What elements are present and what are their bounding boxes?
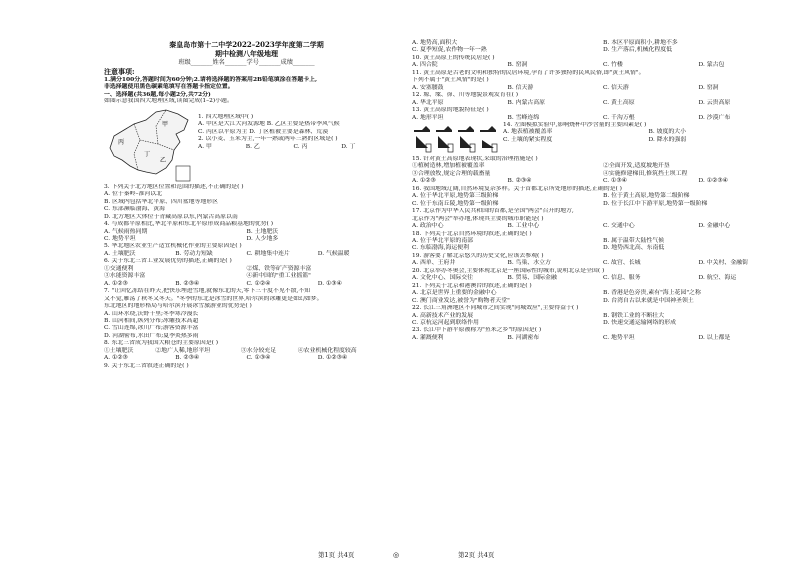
- exam-school-title: 秦皇岛市第十二中学2022–2023学年度第二学期: [169, 40, 324, 49]
- q5-option-b: B. 劳动力短缺: [175, 250, 213, 257]
- q11-option-b: B. 信天游: [507, 84, 534, 91]
- q8-option-a: A. ①②③: [104, 355, 128, 362]
- q16-option-a: A. 位于华北平原,地势第三级阶梯: [412, 193, 499, 200]
- q9-option-d: D. 生产落后,机械化程度低: [603, 47, 673, 54]
- q12-stem: 12. 塬、墚、峁、川等地貌景观发育在( ): [412, 92, 519, 99]
- q2-option-a: A. 甲: [198, 143, 212, 150]
- q3-option-d: D. 北方地区大体位于青藏高原以东,内蒙古高原以南: [104, 213, 238, 220]
- q5-option-d: D. 气候温暖: [317, 250, 350, 257]
- q11-option-c: C. 信天游: [603, 84, 629, 91]
- q3-option-c: C. 东部濒临渤海、黄海: [104, 206, 166, 213]
- q4-option-b: B. 土地肥沃: [246, 228, 279, 235]
- q19-option-b: B. 鸟巢、水立方: [507, 260, 551, 267]
- q23-option-a: A. 灌溉便利: [412, 334, 444, 341]
- q20-option-a: A. 文化中心、国际交往: [412, 275, 474, 282]
- q12-option-b: B. 内蒙古高原: [507, 99, 546, 106]
- q19-option-d: D. 中关村、金融街: [698, 260, 748, 267]
- exam-subtitle: 期中检测八年级地理: [215, 49, 278, 58]
- q4-option-c: C. 地势平坦: [104, 235, 136, 242]
- q8-stem: 8. 东北三省成为我国大粮仓的主要原因是( ): [104, 340, 219, 347]
- q20-option-d: D. 航空、海运: [698, 275, 737, 282]
- q15-option-b: B. ②③④: [507, 178, 532, 185]
- q21-option-b: B. 香港是色旁贵,素有"海上花园"之称: [603, 290, 701, 297]
- q3-option-b: B. 区域内包括华北平原、四川盆地等地形区: [104, 198, 219, 205]
- q16-option-d: D. 位于长江中下游平原,地势第一级阶梯: [603, 200, 708, 207]
- erosion-experiment-figure: [412, 122, 500, 156]
- china-regions-map: [104, 106, 194, 184]
- q15-item-1: ①植树造林,增加植被覆盖率: [412, 163, 485, 170]
- q15-option-c: C. ①③④: [603, 178, 627, 185]
- q17-option-c: C. 交通中心: [603, 223, 635, 230]
- q12-option-c: C. 黄土高原: [603, 99, 635, 106]
- q16-option-c: C. 位于东南丘陵,地势第一级阶梯: [412, 200, 499, 207]
- q22-options-row-1: [412, 313, 794, 320]
- q15-stem: 15. 针对黄土高原地表现状,采取的治理措施是( ): [412, 155, 538, 162]
- q9-option-b: B. 本区平原面积小,耕地不多: [603, 40, 678, 46]
- q13-stem: 13. 黄土高原的地貌特征是( ): [412, 107, 489, 114]
- q16-stem: 16. 我国地域辽阔,自然环境复杂多样。关于首都北京所处地形的描述,正确的是( ): [412, 185, 622, 192]
- q20-options: [412, 275, 794, 282]
- q15-item-4: ④实施修建梯田,修筑挡土坝工程: [603, 170, 688, 177]
- q6-item-3: ③水能资源丰富: [104, 273, 146, 280]
- experiment-setup-3: [458, 126, 475, 152]
- q21-option-d: D. 台湾自古以来就是中国神圣领土: [603, 297, 694, 304]
- q7-line-2: 又不觉,雁荡了秋冬又冬天。"冬季的东北是冰雪的世界,哈尔滨的冰雕更是如幻如梦。: [104, 295, 323, 302]
- q2-stem: 2. 以小麦、玉米为主,一年一熟或两年三熟的区域是( ): [198, 136, 338, 143]
- q8-item-4: ④农业机械化程度较高: [297, 347, 357, 354]
- q15-option-a: A. ①②③: [412, 178, 436, 185]
- student-info-line: 班级_______姓名_______学号_______成绩_______: [178, 59, 315, 66]
- q2-options: [198, 144, 389, 151]
- q22-option-c: C. 京杭运河起到联络作用: [412, 319, 479, 326]
- q12-option-d: D. 云贵高原: [698, 99, 731, 106]
- q7-line-3: 东北地区的地形格局与哈尔滨开展冰雪旅游业的优势是( ): [104, 303, 252, 310]
- q16-options-row-1: [412, 193, 794, 200]
- map-label-c: 丙: [118, 138, 125, 146]
- q13-option-c: C. 千沟万壑: [603, 114, 635, 121]
- q11-line-1: 11. 黄土高原是古老的文明和独特的民居环境,孕育了许多独特的民风民俗,即"黄土风情"。: [412, 69, 645, 76]
- q22-option-d: D. 快速交通运输网络的形成: [603, 319, 677, 326]
- q7-line-1: 7. "让回忆冻结在昨天,把快乐埋进雪地,就像东北的天,零下三十度不见不散,不知: [104, 288, 311, 295]
- q6-stem: 6. 关于东北三省工业发展优势的描述,正确的是( ): [104, 258, 232, 265]
- q20-stem: 20. 北京举办冬奥会,主要体现北京是一座国际性的城市,说明北京是全国( ): [412, 267, 605, 274]
- q3-stem: 3. 下列关于北方地区位置和范围的描述,不正确的是( ): [104, 183, 244, 190]
- q18-options-row-2: [412, 245, 794, 252]
- q6-option-a: A. ①②③: [104, 280, 128, 287]
- south-sea-inset: [176, 166, 190, 181]
- q16-options-row-2: [412, 201, 794, 208]
- q17-option-a: A. 政治中心: [412, 223, 444, 230]
- q4-options-row-2: [104, 236, 389, 243]
- q4-option-a: A. 气候雨热同期: [104, 228, 148, 235]
- q21-option-c: C. 澳门商业发达,被誉为"购物者天堂": [412, 297, 510, 304]
- map-question-block: [104, 106, 389, 184]
- q18-option-c: C. 东临渤海,海运便利: [412, 245, 470, 252]
- q13-option-d: D. 沙漠广布: [698, 114, 731, 121]
- q6-option-d: D. ①③④: [317, 280, 342, 287]
- q9-stem: 9. 关于东北三省叙述正确的是( ): [104, 362, 189, 369]
- q6-option-b: B. ②③④: [175, 280, 200, 287]
- q1-q2-block: [198, 106, 389, 184]
- q6-item-1: ①交通便利: [104, 265, 134, 272]
- q18-stem: 18. 下列关于北京自然环境的叙述,正确的是( ): [412, 230, 532, 237]
- q16-option-b: B. 位于黄土高原,地势第二级阶梯: [603, 193, 690, 200]
- q20-option-c: C. 信息、服务: [603, 275, 641, 282]
- q15-options: [412, 178, 794, 185]
- q9-option-a: A. 地势高,面积大: [412, 40, 458, 46]
- q15-item-2: ②全面开发,适度坡地开垦: [603, 163, 670, 170]
- q1-stem: 1. 四大地理区域中( ): [198, 113, 254, 120]
- binding-mark-icon: ◎: [393, 551, 400, 559]
- q19-options: [412, 260, 794, 267]
- notice-line-2: 非选择题使用黑色碳素笔填写在答题卡指定位置。: [104, 83, 234, 91]
- q10-option-d: D. 蒙古包: [698, 62, 725, 69]
- q4-options-row-1: [104, 229, 389, 236]
- q18-option-a: A. 位于华北平原的南部: [412, 237, 474, 244]
- q17-options: [412, 223, 794, 230]
- q22-option-b: B. 钢铁工业的不断壮大: [603, 312, 665, 319]
- q6-option-c: C. ①②④: [246, 280, 271, 287]
- q11-option-d: D. 窑洞: [698, 84, 719, 91]
- q9-options-row-2: [412, 47, 794, 54]
- q9-option-c: C. 夏季短促,农作物一年一熟: [412, 47, 487, 54]
- q20-option-b: B. 贸易、国际金融: [507, 275, 557, 282]
- q5-option-a: A. 土壤肥沃: [104, 250, 136, 257]
- q15-item-3: ③合理放牧,规定合理的载畜量: [412, 170, 491, 177]
- experiment-setup-2: [436, 126, 453, 152]
- map-label-a: 甲: [162, 120, 169, 128]
- q8-item-3: ③水分较充足: [240, 347, 277, 354]
- q3-option-a: A. 位于秦岭–淮河以北: [104, 191, 163, 198]
- q15-items-row-1: [412, 163, 794, 170]
- q1-line-2: C. 丙区以平原为主 D. 丁区植被主要是森林、荒漠: [198, 128, 329, 135]
- experiment-setup-1: [414, 126, 431, 152]
- q4-option-d: D. 人少地多: [246, 235, 279, 242]
- q10-option-b: B. 窑洞: [507, 62, 528, 69]
- q17-line-2: 北京作为"两会"举办地,体现其主要的城市职能是( ): [412, 215, 544, 222]
- q12-options: [412, 100, 794, 107]
- q1-line-1: A. 甲区是大江大河发源地 B. 乙区主要是热带季风气候: [198, 121, 340, 128]
- q23-options: [412, 335, 794, 342]
- q5-stem: 5. 华北地区农业生产适宜机械化作业的主要原因是( ): [104, 243, 242, 250]
- q17-line-1: 17. 北京作为中华人民共和国的首都,是全国"两会"召开的地方,: [412, 208, 574, 215]
- q13-option-a: A. 地形平坦: [412, 114, 444, 121]
- q14-stem: 14. 左图模拟实验中,影响烧杯中沙含量的主要因素是( ): [503, 121, 647, 128]
- q11-line-2: 下列不属于"黄土风情"的是( ): [412, 77, 489, 84]
- q19-stem: 19. 游客要了解北京悠久的历史文化,应该去参观( ): [412, 252, 544, 259]
- q14-options-row-2: [503, 137, 794, 144]
- q10-options: [412, 62, 794, 69]
- q19-option-a: A. 西单、王府井: [412, 260, 456, 267]
- q10-stem: 10. 黄土高原上的传统民居是( ): [412, 54, 495, 61]
- section-1-heading: 一、选择题(共36题,每小题2分,共72分): [104, 90, 211, 98]
- experiment-setup-4: [480, 126, 497, 152]
- map-label-b: 乙: [160, 156, 167, 164]
- q14-text: [503, 122, 794, 156]
- q6-item-2: ②煤、铁等矿产资源丰富: [246, 265, 312, 272]
- q23-option-d: D. 以上都是: [698, 334, 731, 341]
- q18-option-b: B. 属于温带大陆性气候: [603, 237, 665, 244]
- q7-option-a: A. 山环水绕,沃野千里;冬季寒冷漫长: [104, 310, 199, 317]
- q11-options: [412, 85, 794, 92]
- q10-option-a: A. 四合院: [412, 62, 438, 69]
- map-intro: 如图示意我国四大地理区域,读图完成(1–2)小题。: [104, 98, 233, 105]
- q21-option-a: A. 北京是世界上重要的金融中心: [412, 290, 497, 297]
- q14-options-row-1: [503, 129, 794, 136]
- q8-options: [104, 355, 389, 362]
- q13-option-b: B. 雪峰连绵: [507, 114, 540, 121]
- q22-option-a: A. 高新技术产业的发展: [412, 312, 474, 319]
- q18-option-d: D. 地势西北高、东南低: [603, 245, 665, 252]
- q15-option-d: D. ①②③④: [698, 178, 728, 185]
- q8-item-2: ②地广人稀,地形平坦: [155, 347, 211, 354]
- page-1-footer: 第1页 共4页: [318, 551, 355, 559]
- map-label-d: 丁: [144, 150, 151, 158]
- q2-option-d: D. 丁: [341, 143, 356, 150]
- q7-option-b: B. 山河相间,纵列分布;冰雕技术高超: [104, 317, 199, 324]
- notice-title: 注意事项:: [104, 67, 135, 76]
- q23-option-c: C. 地势平坦: [603, 334, 635, 341]
- q13-options: [412, 115, 794, 122]
- q5-option-c: C. 耕地集中连片: [246, 250, 290, 257]
- q17-option-d: D. 金融中心: [698, 223, 731, 230]
- q8-option-c: C. ①③④: [246, 355, 271, 362]
- q7-option-d: D. 河湖密布,水田广布;夏季炎热多雨: [104, 332, 199, 339]
- q22-options-row-2: [412, 320, 794, 327]
- q21-options-row-1: [412, 290, 794, 297]
- q14-option-b: B. 坡度的大小: [648, 129, 687, 136]
- q19-option-c: C. 故宫、长城: [603, 260, 641, 267]
- page-2-footer: 第2页 共4页: [458, 551, 495, 559]
- notice-line-1: 1.满分100分,答题时间为60分钟;2.请将选择题的答案用2B铅笔填涂在答题卡上,: [104, 76, 318, 83]
- q6-options: [104, 281, 389, 288]
- q8-option-d: D. ①②③④: [317, 355, 348, 362]
- q10-option-c: C. 竹楼: [603, 62, 623, 69]
- q22-stem: 22. 长江三角洲地区不同城市之间实现"同城效应",主要得益于( ): [412, 305, 579, 312]
- q17-option-b: B. 工业中心: [507, 223, 540, 230]
- exam-page-2: [397, 0, 794, 561]
- q14-option-d: D. 降水的强弱: [648, 136, 687, 143]
- q12-option-a: A. 华北平原: [412, 99, 444, 106]
- q5-options: [104, 251, 389, 258]
- q6-items-row-2: [104, 273, 389, 280]
- q4-stem: 4. 与成都平原相比,华北平原和东北平原形成商品粮基地的优势( ): [104, 221, 273, 228]
- q23-option-b: B. 河湖密布: [507, 334, 540, 341]
- q14-option-c: C. 土壤的紧实程度: [503, 136, 553, 143]
- q7-option-c: C. 雪山连绵,冰川广布;游客资源丰富: [104, 325, 199, 332]
- q21-options-row-2: [412, 298, 794, 305]
- q14-option-a: A. 地表植被覆盖率: [503, 129, 553, 136]
- q11-option-a: A. 安塞腰鼓: [412, 84, 444, 91]
- q23-stem: 23. 长江中下游平原被称为"鱼米之乡"的原因是( ): [412, 327, 542, 334]
- q6-item-4: ④新中国的"重工业摇篮": [246, 273, 311, 280]
- q2-option-c: C. 丙: [293, 143, 308, 150]
- q8-option-b: B. ②③④: [175, 355, 200, 362]
- q14-block: [412, 122, 794, 156]
- q21-stem: 21. 下列关于北京和港澳台的叙述,正确的是( ): [412, 282, 532, 289]
- q2-option-b: B. 乙: [245, 143, 260, 150]
- q8-item-1: ①土壤肥沃: [104, 347, 134, 354]
